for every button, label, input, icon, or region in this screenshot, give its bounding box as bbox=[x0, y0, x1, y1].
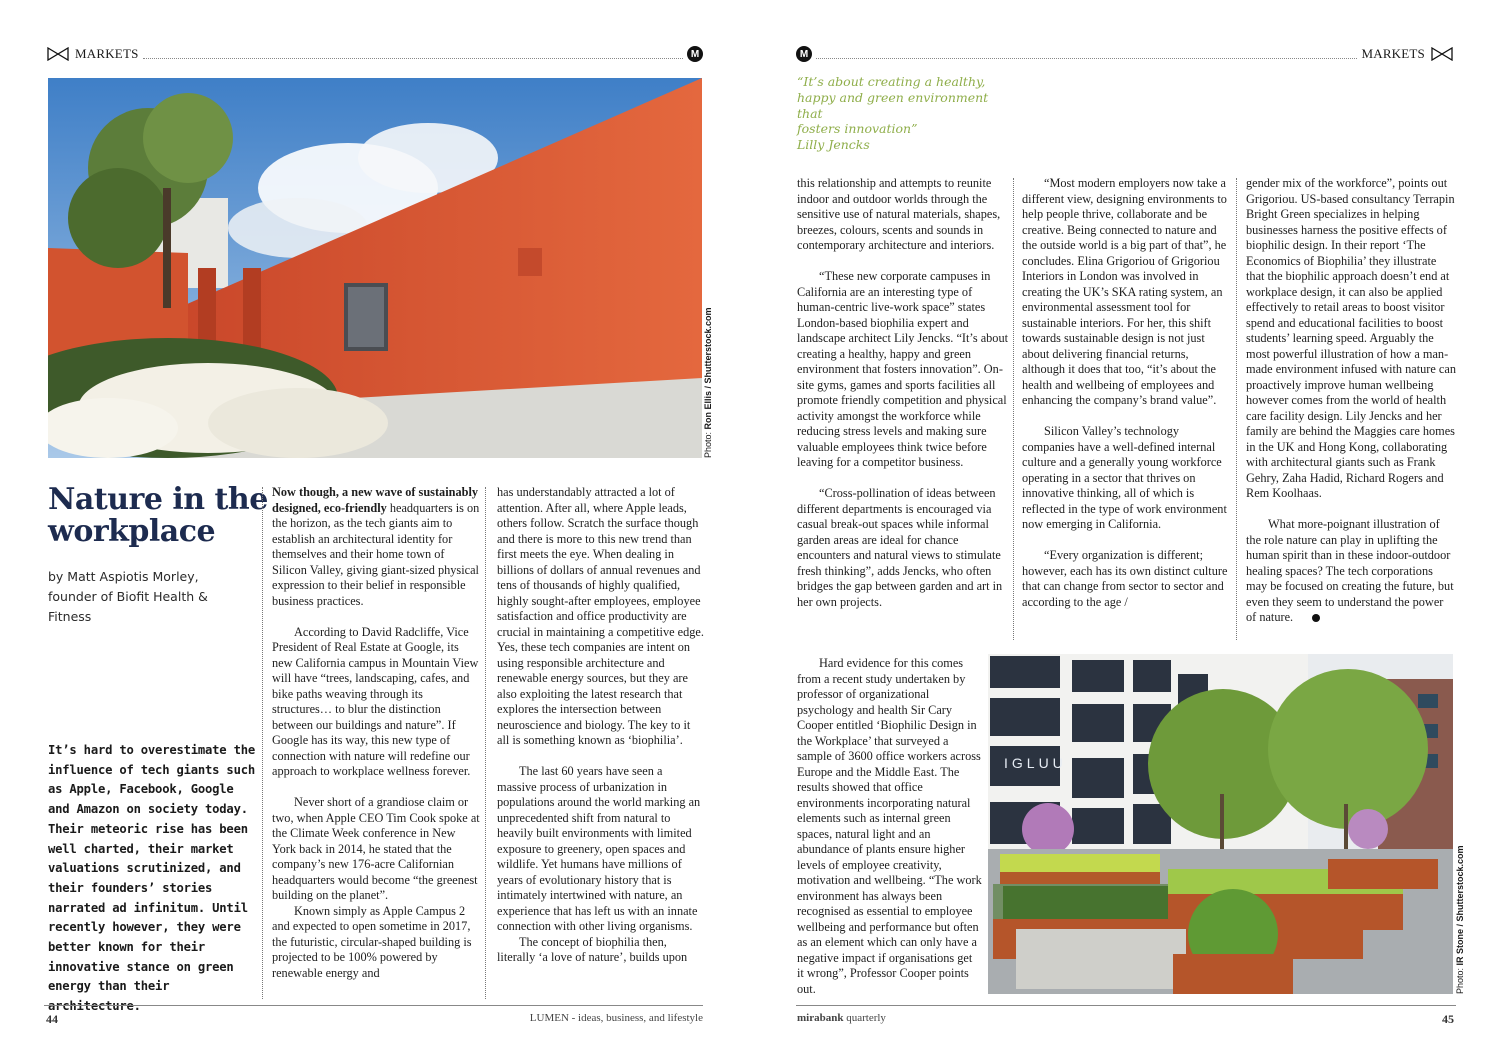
photo-credit-right: Photo: IR Stone / Shutterstock.com bbox=[1455, 845, 1465, 994]
m-badge-icon: M bbox=[796, 46, 812, 62]
pull-quote-attribution: Lilly Jencks bbox=[797, 137, 870, 153]
body-column-left-2 bbox=[272, 485, 482, 981]
body-paragraph: “Every organization is different; however, each has its own distinct culture that can change from sector to sector and according to the age / bbox=[1022, 548, 1228, 609]
igluu-sign: IGLUU bbox=[1004, 755, 1067, 771]
end-of-article-icon bbox=[1312, 614, 1320, 622]
body-column-right-4 bbox=[797, 656, 982, 997]
body-paragraph: Known simply as Apple Campus 2 and expected to open sometime in 2017, the futuristic, circular-shaped building is projected to be 100% powered by renewable energy and bbox=[272, 903, 472, 980]
body-paragraph: has understandably attracted a lot of attention. After all, where Apple leads, others follow. Scratch the surface though and there is more to this new trend than first meets the eye. When dealing in billions of dollars of annual revenues and tens of thousands of highly qualified, highly sought-after employees, employee satisfaction and office productivity are crucial in maintaining a competitive edge. Yes, these tech companies are intent on using responsible architecture and renewable energy sources, but they are also exploiting the latest research that explores the intersection between neuroscience and biology. The key to it all is something known as ‘biophilia’. bbox=[497, 485, 704, 747]
body-paragraph: “Cross-pollination of ideas between different departments is encouraged via casual break-out spaces while informal garden areas are ideal for chance encounters and natural views to stimulate fresh thinking”, adds Jencks, who often bridges the gap between garden and art in her own projects. bbox=[797, 486, 1003, 609]
article-title: Nature in the workplace bbox=[48, 482, 268, 549]
running-header-right bbox=[796, 44, 1453, 64]
running-header-left bbox=[47, 44, 703, 64]
column-divider bbox=[262, 487, 263, 999]
page-number-left: 44 bbox=[46, 1012, 58, 1026]
header-dotted-rule bbox=[816, 58, 1357, 59]
header-dotted-rule bbox=[143, 58, 683, 59]
body-paragraph: Silicon Valley’s technology companies have a well-defined internal culture and a generally young workforce operating in a sector that thrives on innovative thinking, all of which is reflected in the type of work environment now emerging in California. bbox=[1022, 424, 1227, 531]
column-divider bbox=[485, 487, 486, 999]
byline: by Matt Aspiotis Morley, founder of Biofit Health & Fitness bbox=[48, 569, 208, 624]
bowtie-icon bbox=[47, 47, 69, 61]
body-paragraph: gender mix of the workforce”, points out Grigoriou. US-based consultancy Terrapin Bright Green specializes in helping businesses harness the positive effects of biophilic design. In their report ‘The Economics of Biophilia’ they illustrate that the biophilic approach doesn’t end at workplace design, it can also be applied effectively to retail areas to boost visitor spend and educational facilities to boost students’ learning speed. Arguably the most powerful illustration of how a man-made environment infused with nature can proactively improve human wellbeing however comes from the world of health care facility design. Lily Jencks and her family are behind the Maggies care homes in the UK and Hong Kong, collaborating with architectural giants such as Frank Gehry, Zaha Hadid, Richard Rogers and Rem Koolhaas. bbox=[1246, 176, 1457, 500]
footer-rule-right bbox=[796, 1005, 1456, 1006]
section-label: MARKETS bbox=[1361, 46, 1425, 61]
body-column-right-1 bbox=[797, 176, 1009, 610]
body-paragraph: What more-poignant illustration of the role nature can play in uplifting the human spirit than in these indoor-outdoor healing spaces? The tech corporations may be focused on creating the future, but even they seem to understand the power of nature. bbox=[1246, 517, 1454, 624]
body-paragraph: Never short of a grandiose claim or two, when Apple CEO Tim Cook spoke at the Climate Week conference in New York back in 2014, he stated that the company’s new 176-acre Californian headquarters would become “the greenest building on the planet”. bbox=[272, 795, 480, 902]
pull-quote: “It’s about creating a healthy, happy and green environment that fosters innovation” Lilly Jencks bbox=[797, 74, 1017, 153]
body-paragraph: this relationship and attempts to reunite indoor and outdoor worlds through the sensitive use of natural materials, shapes, breezes, colours, scents and sounds in contemporary architecture and interiors. bbox=[797, 176, 1001, 252]
m-badge-icon: M bbox=[687, 46, 703, 62]
body-paragraph: The concept of biophilia then, literally ‘a love of nature’, builds upon bbox=[497, 934, 688, 964]
photo-credit-left: Photo: Ron Ellis / Shutterstock.com bbox=[703, 307, 713, 458]
body-paragraph: “These new corporate campuses in California are an interesting type of human-centric live-work space” states London-based biophilia expert and landscape architect Lily Jencks. “It’s about creating a healthy, happy and green environment that fosters innovation”. On-site gyms, games and sports facilities all promote friendly competition and physical activity amongst the workforce while reducing stress levels and making sure valuable employees think twice before leaving for a competitor business. bbox=[797, 269, 1009, 469]
footer-rule-left bbox=[44, 1005, 703, 1006]
lede-paragraph: It’s hard to overestimate the influence of tech giants such as Apple, Facebook, Google and Amazon on society today. Their meteoric rise has been well charted, their market valuations scrutinized, and their founders’ stories narrated ad infinitum. Until recently however, they were better known for their innovative stance on green energy than their architecture. bbox=[48, 743, 255, 1014]
body-paragraph: Hard evidence for this comes from a recent study undertaken by professor of organizational psychology and health Sir Cary Cooper entitled ‘Biophilic Design in the Workplace’ that surveyed a sample of 3600 office workers across Europe and the Middle East. The results showed that office environments incorporating natural elements such as internal green spaces, natural light and an abundance of plants ensure higher levels of employee creativity, motivation and wellbeing. “The work environment has always been recognised as essential to employee wellbeing and performance but often as an element which can only have a negative impact if organisations get it wrong”, Professor Cooper points out. bbox=[797, 656, 982, 996]
bowtie-icon bbox=[1431, 47, 1453, 61]
body-paragraph: The last 60 years have seen a massive process of urbanization in populations around the world marking an unprecedented shift from natural to heavily built environments with limited exposure to greenery, open spaces and wildlife. Yet humans have millions of years of evolutionary history that is intimately intertwined with nature, an experience that has left us with an innate connection with other living organisms. bbox=[497, 764, 701, 933]
section-label: MARKETS bbox=[75, 46, 139, 61]
publication-name-right: mirabank quarterly bbox=[797, 1012, 886, 1024]
column-divider bbox=[1236, 178, 1237, 640]
hero-photo-orange-wall bbox=[48, 78, 702, 458]
publication-name-left: LUMEN - ideas, business, and lifestyle bbox=[529, 1012, 703, 1024]
body-paragraph: “Most modern employers now take a different view, designing environments to help people thrive, collaborate and be creative. Being connected to nature and the outside world is a big part of that”, he concludes. Elina Grigoriou of Grigoriou Interiors in London was involved in creating the UK’s SKA rating system, an environmental assessment tool for sustainable interiors. For her, this shift towards sustainable design is not just about delivering financial returns, although it does that too, “it’s about the health and wellbeing of employees and enhancing the company’s brand value”. bbox=[1022, 176, 1227, 407]
column-divider bbox=[1013, 178, 1014, 640]
body-paragraph: Now though, a new wave of sustainably designed, eco-friendly headquarters is on the horizon, as the tech giants aim to establish an architectural identity for themselves and their home town of Silicon Valley, giving giant-sized physical expression to their belief in responsible business practices. bbox=[272, 485, 480, 608]
body-column-left-3 bbox=[497, 485, 704, 966]
body-column-right-3 bbox=[1246, 176, 1456, 626]
body-column-right-2 bbox=[1022, 176, 1234, 610]
page-number-right: 45 bbox=[1442, 1012, 1454, 1026]
body-paragraph: According to David Radcliffe, Vice President of Real Estate at Google, its new California campus in Mountain View will have “trees, landscaping, cafes, and bike paths weaving through its structures… to blur the distinction between our buildings and nature”. If Google has its way, this new type of connection with nature will redefine our approach to workplace wellness forever. bbox=[272, 624, 479, 778]
courtyard-photo bbox=[988, 654, 1453, 994]
